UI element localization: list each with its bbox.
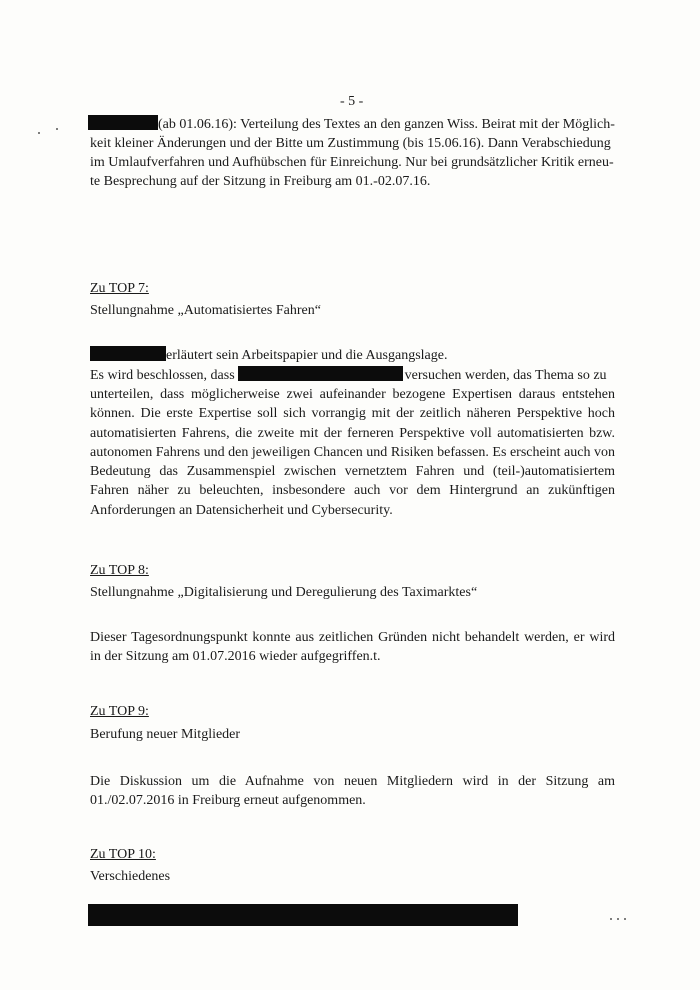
- top7-paragraph-1: [90, 346, 447, 365]
- intro-line-4: te Besprechung auf der Sitzung in Freiburg am 01.-02.07.16.: [90, 174, 431, 189]
- top7-p2-body: unterteilen, dass möglicherweise zwei aufeinander bezogene Expertisen daraus entstehen können. Die erste Expertise soll sich vorrangig mit der zeitlich näheren Perspektive hoch automatisierten Fahrens, die zweite mit der ferneren Perspektive voll automatisierten bzw. autonomen Fahrens und den jeweiligen Chancen und Risiken befassen. Es erscheint auch von Bedeutung das Zusammenspiel zwischen vernetztem Fahren und (teil-)automatisiertem Fahren näher zu beleuchten, insbesondere auch vor dem Hintergrund an zukünftigen Anforderungen an Datensicherheit und Cybersecurity.: [90, 387, 615, 518]
- top7-p1-text: erläutert sein Arbeitspapier und die Ausgangslage.: [166, 348, 448, 363]
- top9-heading: Zu TOP 9:: [90, 704, 149, 719]
- redaction-bar: [238, 366, 403, 381]
- top7-subject: Stellungnahme „Automatisiertes Fahren“: [90, 303, 321, 318]
- top7-p2-line-1: [90, 366, 607, 385]
- top7-p2-start: Es wird beschlossen, dass: [90, 368, 235, 383]
- redaction-bar: [90, 346, 166, 361]
- intro-line-3: im Umlaufverfahren und Aufhübschen für Einreichung. Nur bei grundsätzlicher Kritik erneu-: [90, 155, 614, 170]
- top7-p2-mid: versuchen werden, das Thema so zu: [404, 368, 607, 383]
- redaction-bar: [88, 115, 158, 130]
- intro-line-1-text: (ab 01.06.16): Verteilung des Textes an den ganzen Wiss. Beirat mit der Möglich-: [158, 117, 615, 132]
- top9-subject: Berufung neuer Mitglieder: [90, 727, 241, 742]
- top7-heading: Zu TOP 7:: [90, 281, 149, 296]
- top10-heading: Zu TOP 10:: [90, 847, 156, 862]
- redaction-bar-bottom: [88, 904, 518, 926]
- scan-speck: [624, 918, 626, 920]
- top8-subject: Stellungnahme „Digitalisierung und Deregulierung des Taximarktes“: [90, 585, 478, 600]
- top9-body: Die Diskussion um die Aufnahme von neuen Mitgliedern wird in der Sitzung am 01./02.07.2016 in Freiburg erneut aufgenommen.: [90, 774, 615, 809]
- intro-line-1: [88, 115, 615, 134]
- top8-heading: Zu TOP 8:: [90, 563, 149, 578]
- scan-speck: [617, 918, 619, 920]
- intro-line-2: keit kleiner Änderungen und der Bitte um Zustimmung (bis 15.06.16). Dann Verabschiedung: [90, 136, 611, 151]
- top8-body: Dieser Tagesordnungspunkt konnte aus zeitlichen Gründen nicht behandelt werden, er wird in der Sitzung am 01.07.2016 wieder aufgegriffen.t.: [90, 630, 615, 665]
- scan-speck: [56, 128, 58, 130]
- scan-speck: [610, 918, 612, 920]
- scan-speck: [38, 132, 40, 134]
- page-number: - 5 -: [340, 94, 364, 109]
- top10-subject: Verschiedenes: [90, 869, 171, 884]
